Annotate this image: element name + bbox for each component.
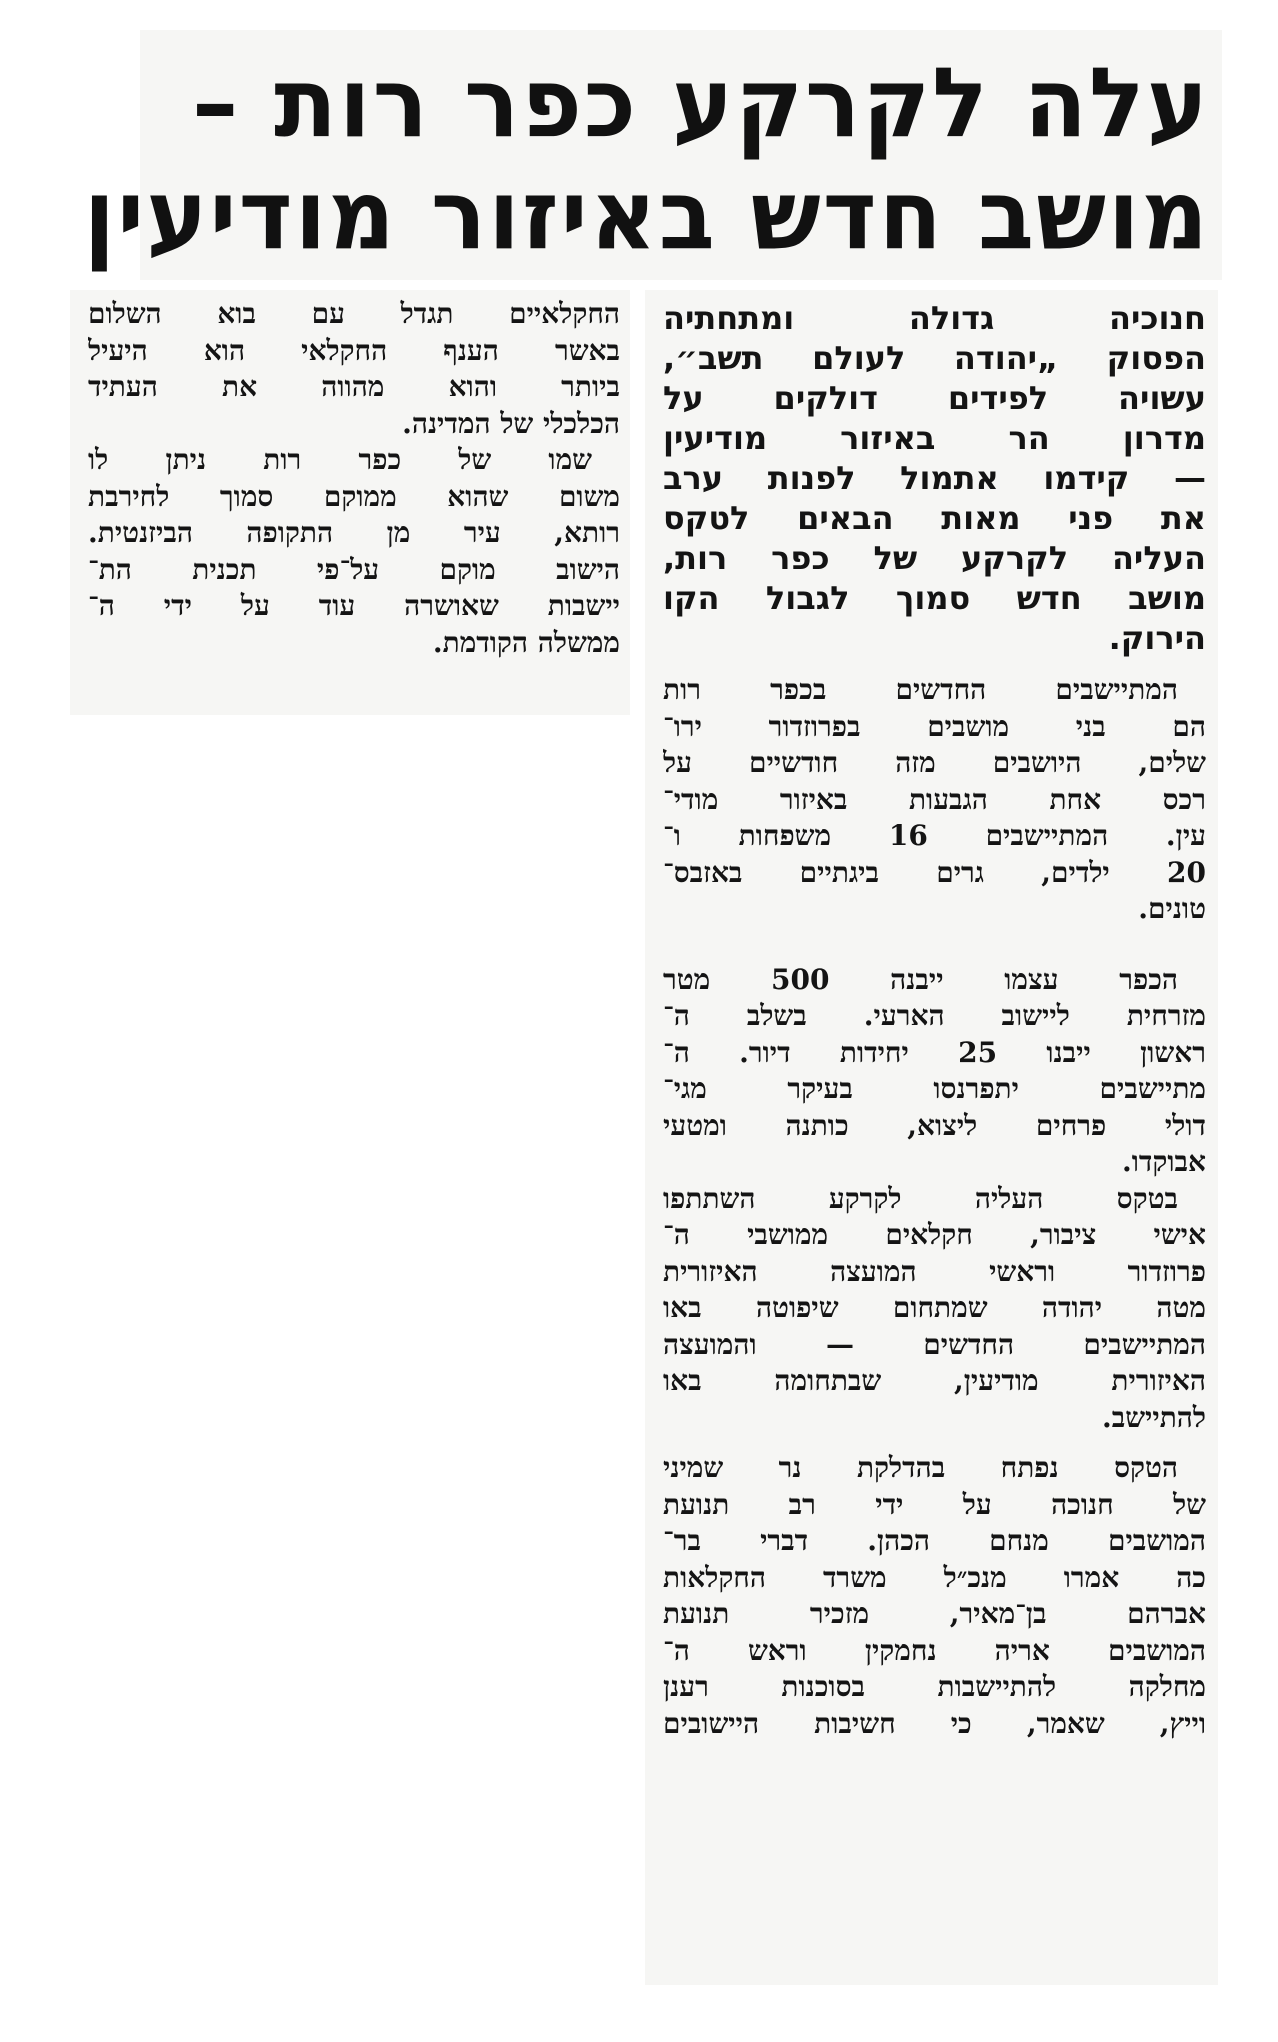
text-line: באשר הענף החקלאי הוא היעיל	[88, 333, 620, 367]
text-line: הטקס נפתח בהדלקת נר שמיני	[663, 1451, 1178, 1484]
text-line: כה אמרו מנכ״ל משרד החקלאות	[663, 1560, 1206, 1594]
text-line: בטקס העליה לקרקע השתתפו	[663, 1181, 1178, 1215]
text-line: מדרון הר באיזור מודיעין	[663, 419, 1206, 457]
text-line: פרוזדור וראשי המועצה האיזורית	[663, 1254, 1206, 1288]
text-line: מושב חדש סמוך לגבול הקו	[663, 579, 1206, 617]
text-line: ראשון ייבנו 25 יחידות דיור. ה־	[663, 1035, 1206, 1069]
text-line: עשויה לפידים דולקים על	[663, 379, 1206, 417]
body-paragraph	[663, 962, 1206, 1181]
text-line: דולי פרחים ליצוא, כותנה ומטעי	[663, 1108, 1206, 1142]
text-line: העליה לקרקע של כפר רות,	[663, 539, 1206, 577]
headline-line-1: עלה לקרקע כפר רות –	[192, 47, 1210, 160]
text-line: הם בני מושבים בפרוזדור ירו־	[663, 709, 1206, 743]
text-line: משום שהוא ממוקם סמוך לחירבת	[88, 479, 620, 513]
text-line: אבוקדו.	[1122, 1145, 1206, 1178]
text-line: מתיישבים יתפרנסו בעיקר מגי־	[663, 1072, 1206, 1105]
text-line: 20 ילדים, גרים ביגתיים באזבס־	[663, 855, 1206, 889]
text-line: ממשלה הקודמת.	[432, 625, 620, 659]
text-line: רותא, עיר מן התקופה הביזנטית.	[88, 516, 620, 549]
text-line: אישי ציבור, חקלאים ממושבי ה־	[663, 1218, 1206, 1251]
headline-line-2: מושב חדש באיזור מודיעין	[83, 159, 1210, 272]
lead-paragraph	[663, 298, 1206, 658]
text-line: להתיישב.	[1101, 1400, 1206, 1434]
article-column-right	[645, 290, 1218, 1985]
text-line: וייץ, שאמר, כי חשיבות היישובים	[663, 1706, 1206, 1740]
body-paragraph	[88, 442, 620, 661]
text-line: של חנוכה על ידי רב תנועת	[663, 1487, 1206, 1521]
text-line: שלים, היושבים מזה חודשיים על	[663, 746, 1206, 779]
text-line: מחלקה להתיישבות בסוכנות רענן	[663, 1670, 1206, 1703]
text-line: את פני מאות הבאים לטקס	[663, 499, 1206, 537]
text-line: מטה יהודה שמתחום שיפוטה באו	[663, 1291, 1206, 1324]
text-line: — קידמו אתמול לפנות ערב	[663, 459, 1206, 497]
text-line: החקלאיים תגדל עם בוא השלום	[88, 297, 620, 330]
text-line: אברהם בן־מאיר, מזכיר תנועת	[663, 1597, 1206, 1630]
text-line: הפסוק „יהודה לעולם תשב״,	[663, 339, 1206, 377]
body-paragraph	[663, 1181, 1206, 1437]
text-line: הכלכלי של המדינה.	[402, 406, 620, 440]
text-line: עין. המתיישבים 16 משפחות ו־	[663, 819, 1206, 852]
body-paragraph	[88, 296, 620, 442]
text-line: המתיישבים החדשים בכפר רות	[663, 673, 1178, 706]
text-line: הישוב מוקם על־פי תכנית הת־	[88, 552, 620, 586]
text-line: ביותר והוא מהווה את העתיד	[88, 370, 620, 403]
article-column-left	[70, 290, 630, 715]
text-line: המושבים אריה נחמקין וראש ה־	[663, 1633, 1206, 1667]
text-line: מזרחית ליישוב הארעי. בשלב ה־	[663, 999, 1206, 1032]
article-headline	[83, 30, 1222, 280]
text-line: חנוכיה גדולה ומתחתיה	[663, 299, 1206, 337]
text-line: טונים.	[1138, 892, 1206, 925]
body-paragraph	[663, 1450, 1206, 1742]
text-line: שמו של כפר רות ניתן לו	[88, 443, 592, 476]
text-line: רכס אחת הגבעות באיזור מודי־	[663, 782, 1206, 816]
text-line: המושבים מנחם הכהן. דברי בר־	[663, 1524, 1206, 1557]
text-line: הכפר עצמו ייבנה 500 מטר	[663, 962, 1179, 996]
text-line: הירוק.	[1108, 619, 1206, 657]
text-line: המתיישבים החדשים — והמועצה	[663, 1327, 1206, 1361]
text-line: יישבות שאושרה עוד על ידי ה־	[88, 589, 620, 622]
text-line: האיזורית מודיעין, שבתחומה באו	[663, 1364, 1206, 1397]
body-paragraph	[663, 672, 1206, 928]
